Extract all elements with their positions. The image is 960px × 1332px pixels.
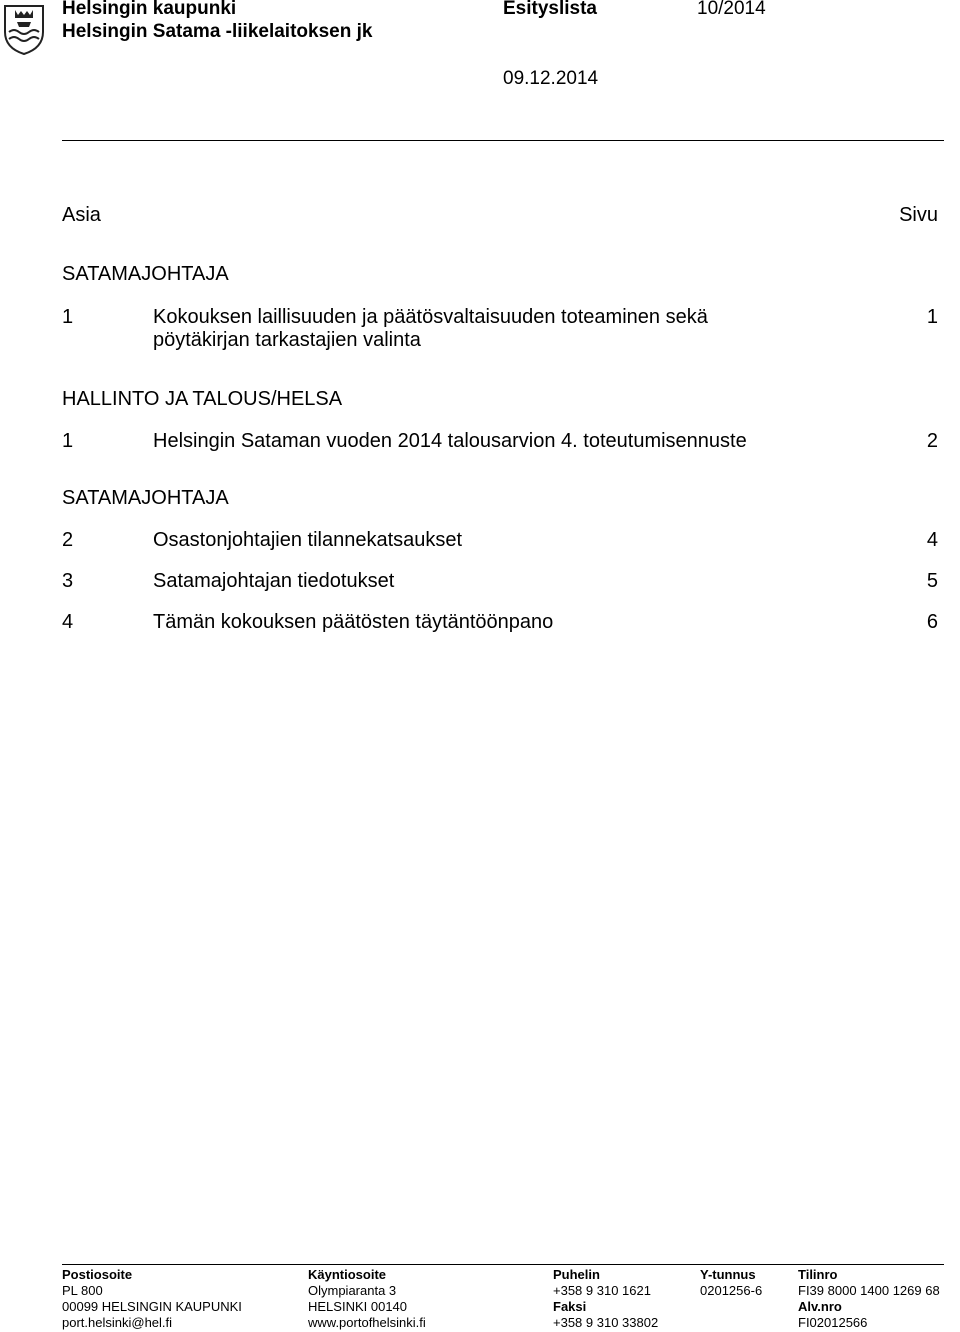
footer-vat: FI02012566 xyxy=(798,1315,868,1330)
section-heading: HALLINTO JA TALOUS/HELSA xyxy=(62,388,343,410)
footer-phone: +358 9 310 1621 xyxy=(553,1283,651,1298)
footer-postal-line1: PL 800 xyxy=(62,1283,103,1298)
item-number: 1 xyxy=(62,430,74,452)
item-page: 5 xyxy=(926,570,938,592)
document-type: Esityslista xyxy=(503,0,597,19)
section-heading: SATAMAJOHTAJA xyxy=(62,263,229,285)
footer-email: port.helsinki@hel.fi xyxy=(62,1315,173,1330)
footer-account-label: Tilinro xyxy=(798,1267,838,1282)
item-page: 6 xyxy=(926,611,938,633)
item-title: Kokouksen laillisuuden ja päätösvaltaisuuden toteaminen sekä xyxy=(153,306,708,328)
unit-name: Helsingin Satama -liikelaitoksen jk xyxy=(62,21,373,42)
document-number: 10/2014 xyxy=(697,0,766,19)
footer-ytunnus-label: Y-tunnus xyxy=(700,1267,756,1282)
footer-fax-label: Faksi xyxy=(553,1299,587,1314)
item-page: 4 xyxy=(926,529,938,551)
item-number: 2 xyxy=(62,529,74,551)
footer-visit-line2: HELSINKI 00140 xyxy=(308,1299,408,1314)
item-title: Tämän kokouksen päätösten täytäntöönpano xyxy=(153,611,554,633)
footer-vat-label: Alv.nro xyxy=(798,1299,842,1314)
meeting-date: 09.12.2014 xyxy=(503,68,599,89)
item-number: 1 xyxy=(62,306,74,328)
footer-postal-label: Postiosoite xyxy=(62,1267,133,1282)
item-page: 1 xyxy=(926,306,938,328)
item-title: Helsingin Sataman vuoden 2014 talousarvion 4. toteutumisennuste xyxy=(153,430,747,452)
footer-postal-line2: 00099 HELSINGIN KAUPUNKI xyxy=(62,1299,242,1314)
footer-ytunnus: 0201256-6 xyxy=(700,1283,763,1298)
footer-visit-line1: Olympiaranta 3 xyxy=(308,1283,397,1298)
helsinki-coat-of-arms-icon xyxy=(2,2,46,56)
footer-visit-label: Käyntiosoite xyxy=(308,1267,387,1282)
header-divider xyxy=(62,140,944,141)
footer-divider xyxy=(62,1264,944,1265)
section-heading: SATAMAJOHTAJA xyxy=(62,487,229,509)
column-page: Sivu xyxy=(899,204,938,226)
footer-website: www.portofhelsinki.fi xyxy=(308,1315,426,1330)
item-number: 3 xyxy=(62,570,74,592)
item-number: 4 xyxy=(62,611,74,633)
item-title-continued: pöytäkirjan tarkastajien valinta xyxy=(153,329,421,351)
footer-fax: +358 9 310 33802 xyxy=(553,1315,659,1330)
item-title: Osastonjohtajien tilannekatsaukset xyxy=(153,529,463,551)
footer-phone-label: Puhelin xyxy=(553,1267,600,1282)
item-title: Satamajohtajan tiedotukset xyxy=(153,570,395,592)
column-subject: Asia xyxy=(62,204,101,226)
org-name: Helsingin kaupunki xyxy=(62,0,237,19)
footer-account: FI39 8000 1400 1269 68 xyxy=(798,1283,940,1298)
item-page: 2 xyxy=(926,430,938,452)
